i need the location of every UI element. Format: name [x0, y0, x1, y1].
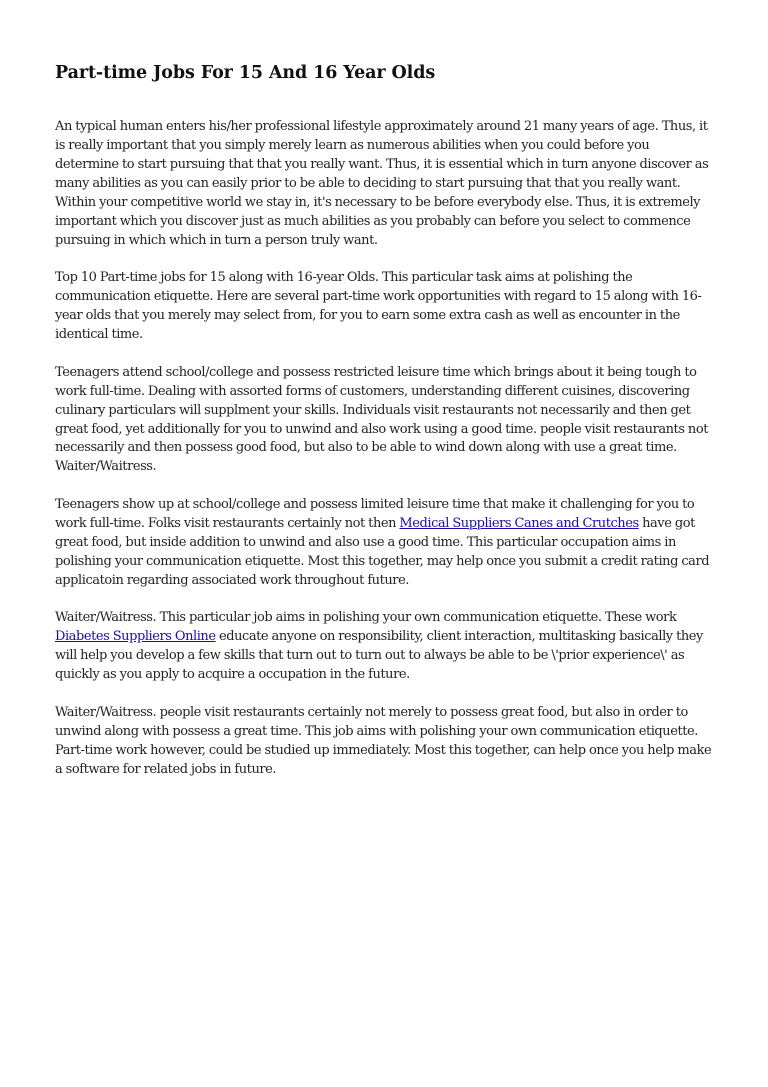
paragraph-text: educate anyone on responsibility, client interaction, multitasking basically they will help you develop a few skills that turn out to turn out to always be able to be \'prior experience\' as quickly as you apply to acquire a occupation in the future.: [55, 629, 703, 683]
paragraph-text: Teenagers show up at school/college and possess limited leisure time that make it challenging for you to work full-time. Folks visit restaurants certainly not then: [55, 496, 695, 531]
paragraph-top-10: Top 10 Part-time jobs for 15 along with 16-year Olds. This particular task aims at polishing the communication etiquette. Here are several part-time work opportunities with regard to 15 along with 16-year olds that you merely may select from, for you to earn some extra cash as well as encounter in the identical time.: [55, 270, 702, 343]
link-medical-suppliers[interactable]: Medical Suppliers Canes and Crutches: [399, 515, 639, 531]
paragraph-waiter-unwind: Waiter/Waitress. people visit restaurants certainly not merely to possess great food, but also in order to unwind along with possess a great time. This job aims with polishing your own communication etiquette. Part-time work however, could be studied up immediately. Most this together, can help once you help make a software for related jobs in future.: [55, 704, 712, 777]
paragraph-intro: An typical human enters his/her professional lifestyle approximately around 21 many years of age. Thus, it is really important that you simply merely learn as numerous abilities when you could before you determine to start pursuing that that you really want. Thus, it is essential which in turn anyone discover as many abilities as you can easily prior to be able to deciding to start pursuing that that you really want. Within your competitive world we stay in, it's necessary to be before everybody else. Thus, it is extremely important which you discover just as much abilities as you probably can before you select to commence pursuing in which which in turn a person truly want.: [55, 119, 709, 248]
paragraph-teenagers-attend: Teenagers attend school/college and possess restricted leisure time which brings about it being tough to work full-time. Dealing with assorted forms of customers, understanding different cuisines, discovering culinary particulars will supplment your skills. Individuals visit restaurants not necessarily and then get great food, yet additionally for you to unwind and also work using a good time. people visit restaurants not necessarily and then possess good food, but also to be able to wind down along with use a great time. Waiter/Waitress.: [55, 364, 709, 475]
paragraph-waiter-etiquette: [55, 609, 715, 685]
link-diabetes-suppliers[interactable]: Diabetes Suppliers Online: [55, 629, 216, 645]
page-title: Part-time Jobs For 15 And 16 Year Olds: [55, 63, 436, 83]
document-page: [55, 58, 715, 798]
paragraph-text: have got great food, but inside addition to unwind and also use a good time. This particular occupation aims in polishing your communication etiquette. Most this together, may help once you submit a credit rating card applicatoin regarding associated work throughout future.: [55, 515, 710, 588]
paragraph-teenagers-show-up: [55, 496, 715, 591]
paragraph-text: Waiter/Waitress. This particular job aims in polishing your own communication etiquette. These work: [55, 610, 677, 626]
